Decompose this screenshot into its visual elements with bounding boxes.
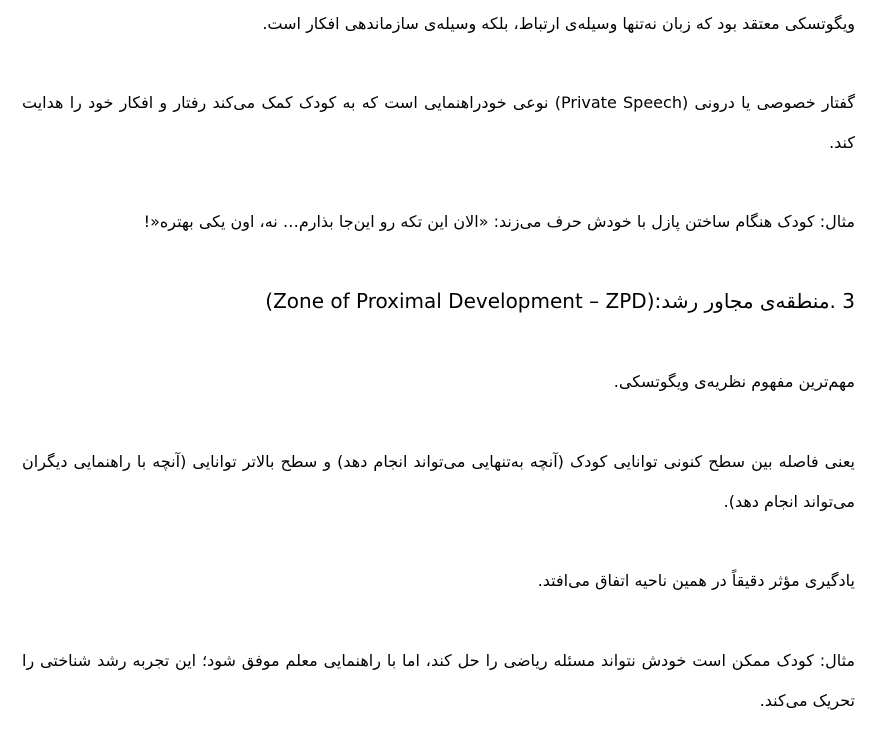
paragraph-math-example: مثال: کودک ممکن است خودش نتواند مسئله ریاضی را حل کند، اما با راهنمایی معلم موفق شود؛ این تجربه رشد شناختی را تحریک می‌کند. xyxy=(22,651,855,710)
section-heading-zpd: 3 .منطقه‌ی مجاور رشد:(Zone of Proximal Development – ZPD) xyxy=(265,289,855,313)
paragraph-language-thought: ویگوتسکی معتقد بود که زبان نه‌تنها وسیله‌ی ارتباط، بلکه وسیله‌ی سازماندهی افکار است. xyxy=(262,14,855,33)
paragraph-private-speech: گفتار خصوصی یا درونی (Private Speech) نوعی خودراهنمایی است که به کودک کمک می‌کند رفتار و افکار خود را هدایت کند. xyxy=(22,93,855,152)
paragraph-puzzle-example: مثال: کودک هنگام ساختن پازل با خودش حرف می‌زند: «الان این تکه رو این‌جا بذارم… نه، اون یکی بهتره«! xyxy=(143,212,855,231)
paragraph-zpd-definition: یعنی فاصله بین سطح کنونی توانایی کودک (آنچه به‌تنهایی می‌تواند انجام دهد) و سطح بالاتر توانایی (آنچه با راهنمایی دیگران می‌تواند انجام دهد). xyxy=(22,452,855,511)
paragraph-effective-learning: یادگیری مؤثر دقیقاً در همین ناحیه اتفاق می‌افتد. xyxy=(537,571,855,590)
paragraph-key-concept: مهم‌ترین مفهوم نظریه‌ی ویگوتسکی. xyxy=(613,372,855,391)
